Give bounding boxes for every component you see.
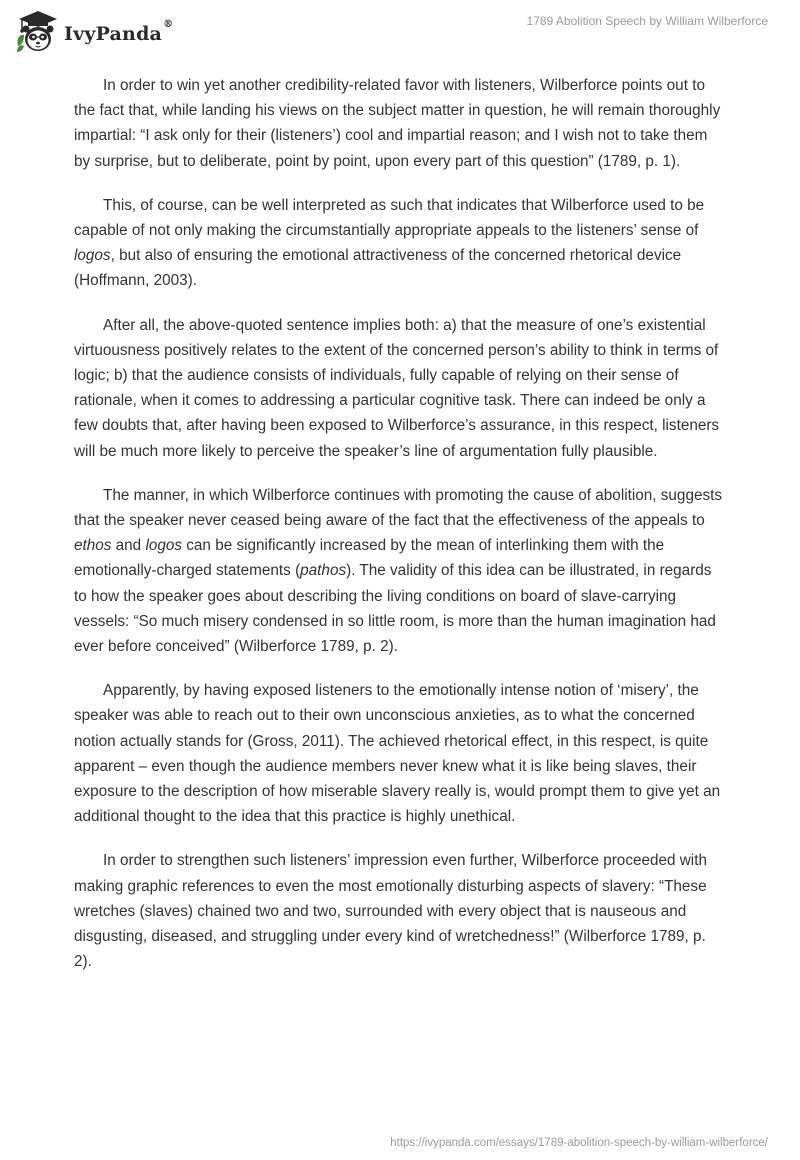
paragraph-text: This, of course, can be well interpreted as such that indicates that Wilberforce used to be capable of not only making the circumstantially appropriate appeals to the listeners’ sense of [74, 196, 705, 240]
paragraph-text: , but also of ensuring the emotional attractiveness of the concerned rhetorical device (Hoffmann, 2003). [74, 247, 682, 290]
essay-paragraph [74, 193, 726, 294]
paragraph-text: In order to win yet another credibility-related favor with listeners, Wilberforce points out to the fact that, while landing his views on the subject matter in question, he will remain thoroughly impartial: “I ask only for their (listeners’) cool and impartial reason; and I wish not to take them by surprise, but to deliberate, point by point, upon every part of this question” (1789, p. 1). [74, 77, 721, 170]
paragraph-text: ). The validity of this idea can be illustrated, in regards to how the speaker goes about describing the living conditions on board of slave-carrying vessels: “So much misery condensed in so little room, is more than the human imagination had ever before conceived” (Wilberforce 1789, p. 2). [74, 562, 716, 656]
source-url[interactable]: https://ivypanda.com/essays/1789-abolition-speech-by-william-wilberforce/ [390, 1137, 768, 1149]
paragraph-text: The manner, in which Wilberforce continues with promoting the cause of abolition, suggests that the speaker never ceased being aware of the fact that the effectiveness of the appeals to [74, 486, 723, 530]
essay-paragraph [74, 678, 726, 829]
essay-paragraph [74, 848, 726, 974]
page-header [0, 0, 800, 60]
essay-paragraph [74, 73, 726, 174]
italic-term: pathos [300, 562, 347, 580]
logo-wordmark: IvyPanda® [64, 19, 174, 45]
paragraph-text: can be significantly increased by the mean of interlinking them with the emotionally-charged statements ( [74, 537, 665, 580]
paragraph-text: and [111, 537, 146, 555]
italic-term: ethos [74, 537, 112, 555]
essay-body [74, 73, 726, 994]
italic-term: logos [74, 247, 111, 265]
essay-paragraph [74, 483, 726, 659]
panda-graduate-icon [14, 8, 62, 56]
paragraph-text: In order to strengthen such listeners’ impression even further, Wilberforce proceeded with making graphic references to even the most emotionally disturbing aspects of slavery: “These wretches (slaves) chained two and two, surrounded with every object that is nauseous and disgusting, diseased, and struggling under every kind of wretchedness!” (Wilberforce 1789, p. 2). [74, 852, 707, 971]
ivypanda-logo[interactable] [14, 8, 173, 56]
paragraph-text: Apparently, by having exposed listeners to the emotionally intense notion of ‘misery’, the speaker was able to reach out to their own unconscious anxieties, as to what the concerned notion actually stands for (Gross, 2011). The achieved rhetorical effect, in this respect, is quite apparent – even though the audience members never knew what it is like being slaves, their exposure to the description of how miserable slavery really is, would prompt them to give yet an additional thought to the idea that this practice is highly unethical. [74, 682, 721, 826]
registered-mark: ® [163, 19, 174, 30]
essay-paragraph [74, 313, 726, 464]
document-title: 1789 Abolition Speech by William Wilberforce [526, 14, 768, 28]
italic-term: logos [145, 537, 183, 555]
paragraph-text: After all, the above-quoted sentence implies both: a) that the measure of one’s existential virtuousness positively relates to the extent of the concerned person’s ability to think in terms of logic; b) that the audience consists of individuals, fully capable of relying on their sense of rationale, when it comes to addressing a particular cognitive task. There can indeed be only a few doubts that, after having been exposed to Wilberforce’s assurance, in this respect, listeners will be much more likely to perceive the speaker’s line of argumentation fully plausible. [74, 316, 720, 460]
